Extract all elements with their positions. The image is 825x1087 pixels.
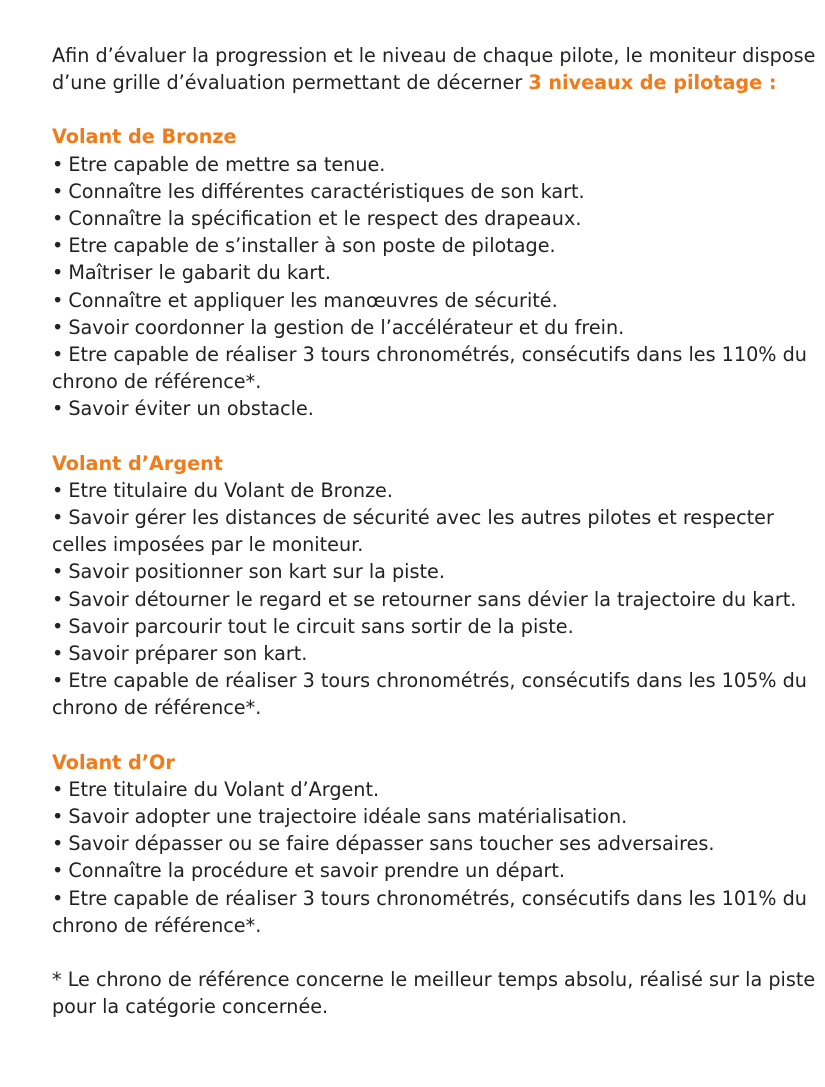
intro-highlight: 3 niveaux de pilotage : <box>528 71 777 95</box>
list-item <box>52 613 818 640</box>
list-or <box>52 776 818 939</box>
footnote: * Le chrono de référence concerne le meilleur temps absolu, réalisé sur la piste pour la catégorie concernée. <box>52 968 816 1019</box>
list-item <box>52 259 818 286</box>
list-item-text: Etre titulaire du Volant d’Argent. <box>68 777 380 801</box>
list-item-text: Savoir éviter un obstacle. <box>68 397 314 421</box>
list-item <box>52 205 818 232</box>
bullet-icon: • <box>52 832 64 856</box>
document-page <box>52 42 818 1021</box>
section-title-bronze: Volant de Bronze <box>52 125 237 149</box>
list-item <box>52 776 818 803</box>
list-item-text: Savoir adopter une trajectoire idéale sans matérialisation. <box>68 805 628 829</box>
list-item <box>52 830 818 857</box>
list-item-text: Savoir parcourir tout le circuit sans sortir de la piste. <box>68 614 574 638</box>
bullet-icon: • <box>52 642 64 666</box>
list-item <box>52 885 818 939</box>
bullet-icon: • <box>52 886 64 910</box>
list-item <box>52 504 818 558</box>
list-item <box>52 151 818 178</box>
bullet-icon: • <box>52 152 64 176</box>
list-item-text: Etre capable de s’installer à son poste de pilotage. <box>68 234 556 258</box>
section-argent <box>52 450 818 722</box>
bullet-icon: • <box>52 207 64 231</box>
bullet-icon: • <box>52 343 64 367</box>
list-item <box>52 232 818 259</box>
list-item <box>52 395 818 422</box>
bullet-icon: • <box>52 478 64 502</box>
list-item-text: Savoir coordonner la gestion de l’accélérateur et du frein. <box>68 315 625 339</box>
intro-text: Afin d’évaluer la progression et le niveau de chaque pilote, le moniteur dispose d’une grille d’évaluation permettant de décerner <box>52 44 816 95</box>
bullet-icon: • <box>52 669 64 693</box>
list-item <box>52 640 818 667</box>
bullet-icon: • <box>52 614 64 638</box>
list-item-text: Connaître et appliquer les manœuvres de sécurité. <box>68 288 558 312</box>
list-item <box>52 857 818 884</box>
section-or <box>52 749 818 939</box>
list-item-text: Savoir préparer son kart. <box>68 642 308 666</box>
list-item-text: Etre titulaire du Volant de Bronze. <box>68 478 393 502</box>
list-item <box>52 803 818 830</box>
list-item-text: Etre capable de réaliser 3 tours chronométrés, consécutifs dans les 101% du chrono de référence*. <box>52 886 807 937</box>
list-bronze <box>52 151 818 423</box>
bullet-icon: • <box>52 315 64 339</box>
section-bronze <box>52 123 818 422</box>
list-item <box>52 287 818 314</box>
bullet-icon: • <box>52 777 64 801</box>
list-item <box>52 341 818 395</box>
intro-paragraph <box>52 42 818 96</box>
bullet-icon: • <box>52 234 64 258</box>
bullet-icon: • <box>52 288 64 312</box>
list-item <box>52 477 818 504</box>
bullet-icon: • <box>52 805 64 829</box>
list-item <box>52 558 818 585</box>
list-item <box>52 667 818 721</box>
bullet-icon: • <box>52 397 64 421</box>
list-item-text: Connaître la spécification et le respect des drapeaux. <box>68 207 582 231</box>
list-item <box>52 178 818 205</box>
bullet-icon: • <box>52 179 64 203</box>
list-item-text: Connaître les différentes caractéristiques de son kart. <box>68 179 585 203</box>
list-item-text: Etre capable de réaliser 3 tours chronométrés, consécutifs dans les 105% du chrono de référence*. <box>52 669 807 720</box>
bullet-icon: • <box>52 859 64 883</box>
list-item-text: Etre capable de réaliser 3 tours chronométrés, consécutifs dans les 110% du chrono de référence*. <box>52 343 807 394</box>
list-item <box>52 586 818 613</box>
section-title-argent: Volant d’Argent <box>52 451 223 475</box>
bullet-icon: • <box>52 587 64 611</box>
list-item-text: Connaître la procédure et savoir prendre un départ. <box>68 859 566 883</box>
list-item-text: Savoir gérer les distances de sécurité avec les autres pilotes et respecter celles imposées par le moniteur. <box>52 506 774 557</box>
bullet-icon: • <box>52 560 64 584</box>
list-item <box>52 314 818 341</box>
list-item-text: Savoir dépasser ou se faire dépasser sans toucher ses adversaires. <box>68 832 715 856</box>
list-item-text: Savoir positionner son kart sur la piste. <box>68 560 445 584</box>
section-title-or: Volant d’Or <box>52 750 175 774</box>
bullet-icon: • <box>52 261 64 285</box>
bullet-icon: • <box>52 506 64 530</box>
list-item-text: Maîtriser le gabarit du kart. <box>68 261 331 285</box>
list-item-text: Etre capable de mettre sa tenue. <box>68 152 386 176</box>
list-item-text: Savoir détourner le regard et se retourner sans dévier la trajectoire du kart. <box>68 587 797 611</box>
list-argent <box>52 477 818 722</box>
